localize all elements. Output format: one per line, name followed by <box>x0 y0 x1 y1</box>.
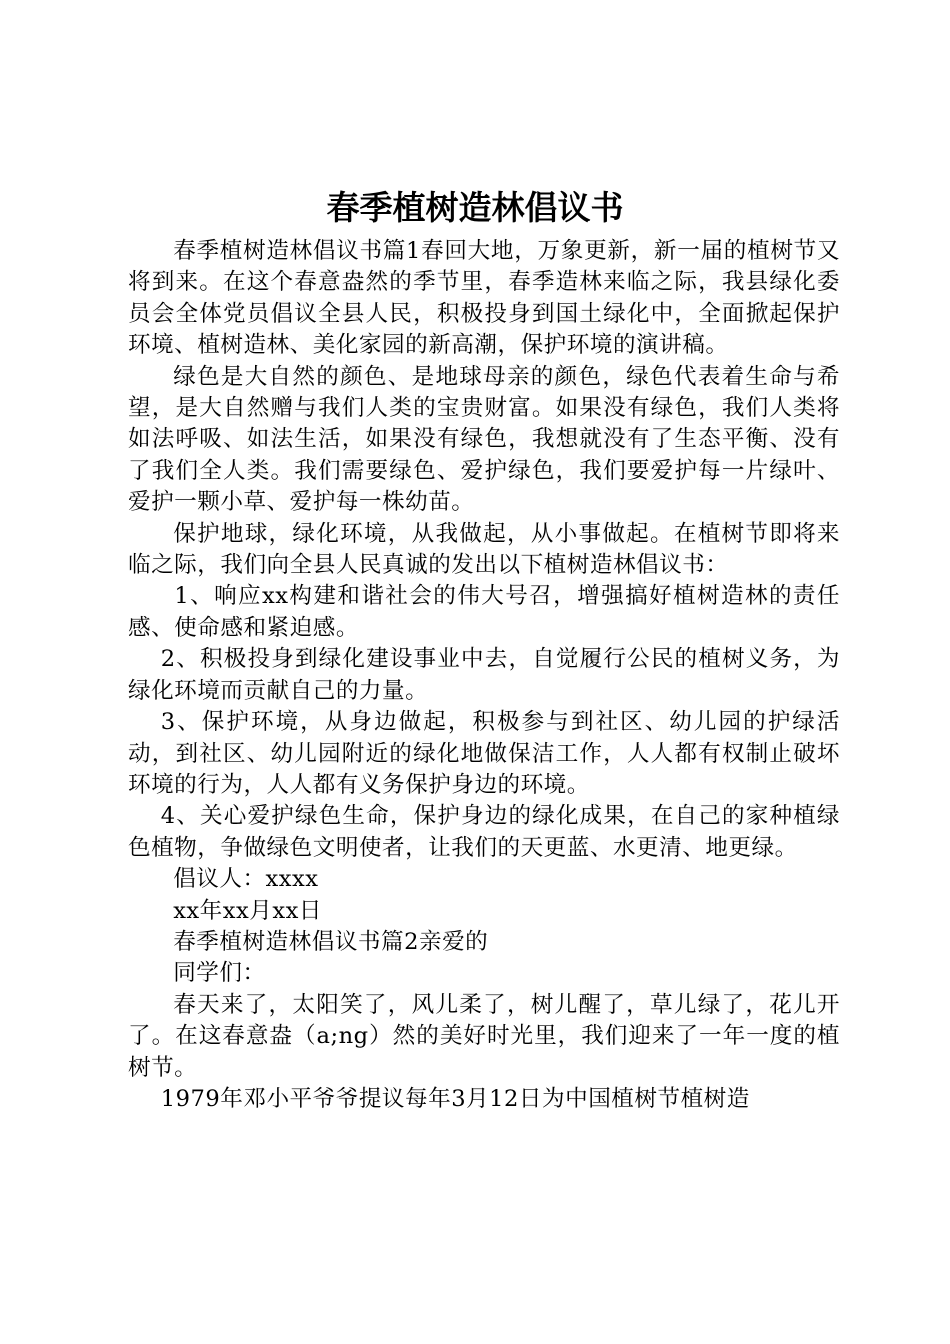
paragraph-spring: 春天来了，太阳笑了，风儿柔了，树儿醒了，草儿绿了，花儿开了。在这春意盎（a;ng）然的美好时光里，我们迎来了一年一度的植树节。 <box>128 991 840 1081</box>
salutation: 同学们： <box>173 960 266 987</box>
proposal-item-1: 1、响应xx构建和谐社会的伟大号召，增强搞好植树造林的责任感、使命感和紧迫感。 <box>128 583 840 641</box>
date-line: xx年xx月xx日 <box>173 897 322 924</box>
paragraph-intro: 春季植树造林倡议书篇1春回大地，万象更新，新一届的植树节又将到来。在这个春意盎然的季节里，春季造林来临之际，我县绿化委员会全体党员倡议全县人民，积极投身到国土绿化中，全面掀起保护环境、植树造林、美化家园的新高潮，保护环境的演讲稿。 <box>128 238 840 359</box>
proposal-item-4: 4、关心爱护绿色生命，保护身边的绿化成果，在自己的家种植绿色植物，争做绿色文明使者，让我们的天更蓝、水更清、地更绿。 <box>128 803 840 861</box>
section-2-heading: 春季植树造林倡议书篇2亲爱的 <box>173 928 489 955</box>
proposal-item-3: 3、保护环境，从身边做起，积极参与到社区、幼儿园的护绿活动，到社区、幼儿园附近的绿化地做保洁工作，人人都有权制止破坏环境的行为，人人都有义务保护身边的环境。 <box>128 709 840 798</box>
signatory-line: 倡议人：xxxx <box>173 866 319 893</box>
paragraph-protect: 保护地球，绿化环境，从我做起，从小事做起。在植树节即将来临之际，我们向全县人民真诚的发出以下植树造林倡议书： <box>128 520 840 579</box>
document-title: 春季植树造林倡议书 <box>326 188 624 227</box>
paragraph-history: 1979年邓小平爷爷提议每年3月12日为中国植树节植树造 <box>160 1085 750 1112</box>
proposal-item-2: 2、积极投身到绿化建设事业中去，自觉履行公民的植树义务，为绿化环境而贡献自己的力量。 <box>128 646 840 704</box>
document-body <box>128 236 840 1115</box>
paragraph-green: 绿色是大自然的颜色、是地球母亲的颜色，绿色代表着生命与希望，是大自然赠与我们人类的宝贵财富。如果没有绿色，我们人类将如法呼吸、如法生活，如果没有绿色，我想就没有了生态平衡、没有了我们全人类。我们需要绿色、爱护绿色，我们要爱护每一片绿叶、爱护一颗小草、爱护每一株幼苗。 <box>128 363 840 516</box>
